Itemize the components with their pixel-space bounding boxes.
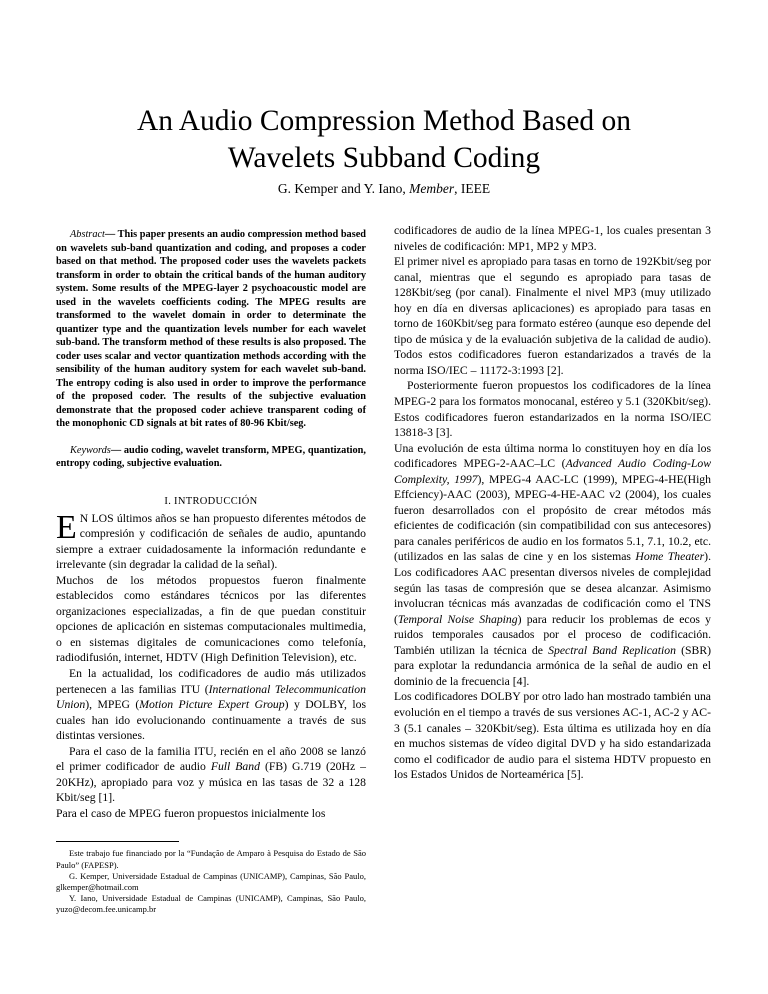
rp4-sbr: Spectral Band Replication [548, 643, 676, 657]
left-column [56, 223, 366, 916]
p4-full-band: Full Band [210, 760, 260, 774]
intro-paragraph-5: Para el caso de MPEG fueron propuestos inicialmente los [56, 806, 326, 820]
abstract-text: — This paper presents an audio compression method based on wavelets sub-band quantization and coding, and proposes a coder based on that method. The proposed coder uses the wavelets packets transform in order to obtain the critical bands of the human auditory system. Some results of the MPEG-layer 2 psychoacoustic model are used in the wavelets coefficients coding. The MPEG results are transformed to the wavelet domain in order to determinate the quantizer type and the quantization levels number for each wavelet sub-band. The transform method of these results is also proposed. The coder uses scalar and vector quantization methods according with the sensibility of the human auditory system for each wavelet sub-band. The entropy coding is also used in order to improve the performance of the proposed coder. The results of the subjective evaluation demonstrate that the proposed coder achieve transparent coding of the monophonic CD signals at bit rates of 80-96 Kbit/seg. [56, 229, 366, 429]
p4-text-c: (FB) G.719 (20Hz – 20KHz), apropiado para voz y música en las tasas de 32 a 128 Kbit/seg [1]. [56, 760, 366, 805]
rp4-aac-lc: Advanced Audio Coding-Low Complexity, 1997 [394, 457, 711, 486]
right-column [394, 223, 711, 783]
keywords [56, 444, 366, 471]
p3-mpeg-name: Motion Picture Expert Group [139, 698, 285, 712]
right-paragraph-2: El primer nivel es apropiado para tasas en torno de 192Kbit/seg por canal, mientras que el segundo es apropiado para tasas de 128Kbit/seg (por canal). Finalmente el nivel MP3 (muy utilizado hoy en día en diversas aplicaciones) es apropiado para tasas en torno de 160Kbit/seg para formato estéreo (aunque eso depende del tipo de música y de la evaluación subjetiva de la calidad de audio). Todos estos codificadores fueron estandarizados a través de la norma ISO/IEC – 11172-3:1993 [2]. [394, 255, 711, 377]
p4-text-a: Para el caso de la familia ITU, recién en el año 2008 se lanzó el primer codificador de audio [56, 744, 366, 774]
right-paragraph-3: Posteriormente fueron propuestos los codificadores de la línea MPEG-2 para los formatos monocanal, estéreo y 5.1 (320Kbit/seg). Estos codificadores fueron estandarizados en la norma ISO/IEC 13818-3 [3]. [394, 379, 711, 440]
paper-title [60, 103, 708, 177]
intro-paragraph-3 [56, 666, 366, 744]
intro-paragraph-1 [56, 508, 366, 573]
rp4-text-g: ) para reducir los problemas de ecos y ruidos temporales causados por el proceso de codificación. También utilizan la técnica de [394, 612, 712, 657]
drop-cap: E [56, 508, 77, 546]
footnote-funding: Este trabajo fue financiado por la “Fundação de Amparo à Pesquisa do Estado de São Paulo” (FAPESP). [56, 848, 366, 870]
section-heading-introduction: I. INTRODUCCIÓN [164, 495, 258, 507]
footnote-author-iano: Y. Iano, Universidade Estadual de Campinas (UNICAMP), Campinas, São Paulo, yuzo@decom.fee.unicamp.br [56, 893, 366, 915]
right-paragraph-4 [394, 441, 711, 690]
abstract [56, 228, 366, 431]
rp4-text-c: ), MPEG-4 AAC-LC (1999), MPEG-4-HE(High Effciency)-AAC (2003), MPEG-4-HE-AAC v2 (2004), los cuales fueron desarrollados con el propósito de crear métodos más eficientes de codificación (sin compatibilidad con sus antecesores) para canales periféricos de audio en los formatos 5.1, 7.1, 10.2, etc. (utilizados en las salas de cine y en los sistemas [394, 472, 711, 564]
right-paragraph-1: codificadores de audio de la línea MPEG-1, los cuales presentan 3 niveles de codificación: MP1, MP2 y MP3. [394, 224, 711, 253]
p3-itu-name: International Telecommunication Union [56, 682, 366, 712]
authors-ieee: , IEEE [454, 181, 491, 196]
author-line [60, 180, 708, 198]
rp4-home-theater: Home Theater [635, 550, 705, 564]
authors-names: G. Kemper and Y. Iano, [277, 181, 410, 196]
intro-paragraph-1-text: N LOS últimos años se han propuesto diferentes métodos de compresión y codificación de señales de audio, apuntando siempre a extraer cuidadosamente la información redundante e irrelevante (sin degradar la calidad de la señal). [56, 511, 366, 572]
rp4-tns: Temporal Noise Shaping [397, 612, 518, 626]
title-line-1: An Audio Compression Method Based on [136, 105, 632, 137]
authors-member: Member [409, 181, 455, 196]
p3-text-c: ), MPEG ( [85, 698, 140, 712]
rp4-text-e: ). Los codificadores AAC presentan diversos niveles de complejidad según las tasas de compresión que se desea alcanzar. Asimismo involucran técnicas más avanzadas de codificación como el TNS ( [394, 550, 711, 626]
footnote-author-kemper: G. Kemper, Universidade Estadual de Campinas (UNICAMP), Campinas, São Paulo, glkemper@hotmail.com [56, 870, 366, 893]
keywords-label: Keywords [70, 444, 111, 456]
p3-text-e: ) y DOLBY, los cuales han ido evolucionando continuamente a través de sus distintas versiones. [56, 698, 366, 743]
title-line-2: Wavelets Subband Coding [227, 142, 541, 174]
intro-paragraph-2: Muchos de los métodos propuestos fueron finalmente establecidos como estándares técnicos por las diferentes organizaciones especializadas, a fin de que puedan constituir opciones de aplicación en sistemas computacionales multimedia, o en sistemas digitales de comunicaciones como telefonía, radiodifusión, internet, HDTV (High Definition Television), etc. [56, 573, 366, 665]
abstract-label: Abstract [70, 229, 105, 240]
rp4-text-i: (SBR) para explotar la redundancia armónica de la señal de audio en el dominio de la frecuencia [4]. [394, 643, 712, 688]
intro-paragraph-4 [56, 744, 366, 806]
keywords-text: — audio coding, wavelet transform, MPEG, quantization, entropy coding, subjective evaluation. [56, 444, 366, 469]
footnote-rule [56, 841, 179, 842]
right-paragraph-5: Los codificadores DOLBY por otro lado han mostrado también una evolución en el tiempo a través de sus versiones AC-1, AC-2 y AC-3 (5.1 canales – 320Kbit/seg). Esta última es utilizada hoy en día en muchos sistemas de vídeo digital DVD y ha sido estandarizada como el codificador de audio para el sistema HDTV propuesto en los Estados Unidos de Norteamérica [5]. [394, 690, 711, 782]
p3-text-a: En la actualidad, los codificadores de audio más utilizados pertenecen a las familias ITU ( [56, 666, 366, 696]
rp4-text-a: Una evolución de esta última norma lo constituyen hoy en día los codificadores MPEG-2-AAC–LC ( [394, 441, 711, 471]
